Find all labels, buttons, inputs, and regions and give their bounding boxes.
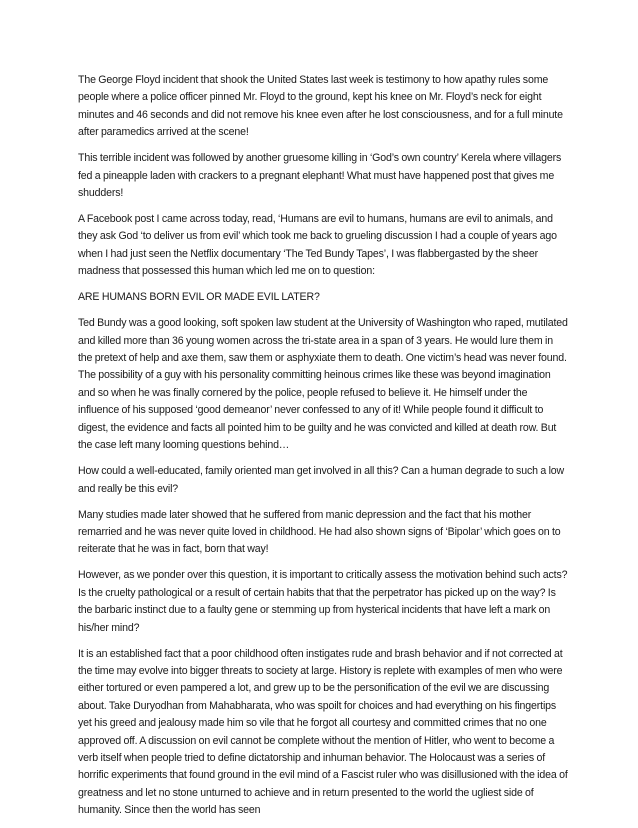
paragraph-well-educated-question: How could a well-educated, family oriented man get involved in all this? Can a human degrade to such a low and really be this evil? <box>78 465 565 495</box>
paragraph-established-fact: It is an established fact that a poor childhood often instigates rude and brash behavior and if not corrected at the time may evolve into bigger threats to society at large. History is replete with examples of men who were either tortured or even pampered a lot, and grew up to be the personification of the evil we are discussing about. Take Duryodhan from Mahabharata, who was spoilt for choices and had everything on his fingertips yet his greed and jealousy made him so vile that he forgot all courtesy and committed crimes that no one approved off. A discussion on evil cannot be complete without the mention of Hitler, who went to become a verb itself when people tried to define dictatorship and inhuman behavior. The Holocaust was a series of horrific experiments that found ground in the evil mind of a Fascist ruler who was disillusioned with the idea of greatness and let no stone unturned to achieve and in return presented to the world the ugliest side of humanity. Since then the world has seen <box>78 647 568 817</box>
paragraph-facebook-post: A Facebook post I came across today, read, ‘Humans are evil to humans, humans are evil to animals, and they ask God ‘to deliver us from evil’ which took me back to grueling discussion I had a couple of years ago when I had just seen the Netflix documentary ‘The Ted Bundy Tapes’, I was flabbergasted by the sheer madness that possessed this human which led me on to question: <box>78 213 557 278</box>
section-heading-question: ARE HUMANS BORN EVIL OR MADE EVIL LATER? <box>78 291 320 304</box>
paragraph-motivation: However, as we ponder over this question, it is important to critically assess the motivation behind such acts? Is the cruelty pathological or a result of certain habits that that the perpetrator has picked up on the way? Is the barbaric instinct due to a faulty gene or stemming up from hysterical incidents that have left a mark on his/her mind? <box>78 569 568 634</box>
paragraph-elephant-killing: This terrible incident was followed by another gruesome killing in ‘God’s own country’ Kerela where villagers fed a pineapple laden with crackers to a pregnant elephant! What must have happened post that gives me shudders! <box>78 152 562 200</box>
document-body <box>78 72 568 828</box>
paragraph-ted-bundy: Ted Bundy was a good looking, soft spoken law student at the University of Washington who raped, mutilated and killed more than 36 young women across the tri-state area in a span of 3 years. He would lure them in the pretext of help and axe them, saw them or asphyxiate them to death. One victim’s head was never found. The possibility of a guy with his personality committing heinous crimes like these was beyond imagination and so when he was finally cornered by the police, people refused to believe it. He himself under the influence of his supposed ‘good demeanor’ never confessed to any of it! While people found it difficult to digest, the evidence and facts all pointed him to be guilty and he was convicted and killed at death row. But the case left many looming questions behind… <box>78 317 568 452</box>
paragraph-george-floyd: The George Floyd incident that shook the United States last week is testimony to how apathy rules some people where a police officer pinned Mr. Floyd to the ground, kept his knee on Mr. Floyd’s neck for eight minutes and 46 seconds and did not remove his knee even after he lost consciousness, and for a full minute after paramedics arrived at the scene! <box>78 74 563 139</box>
paragraph-studies: Many studies made later showed that he suffered from manic depression and the fact that his mother remarried and he was never quite loved in childhood. He had also shown signs of ‘Bipolar’ which goes on to reiterate that he was in fact, born that way! <box>78 508 561 556</box>
